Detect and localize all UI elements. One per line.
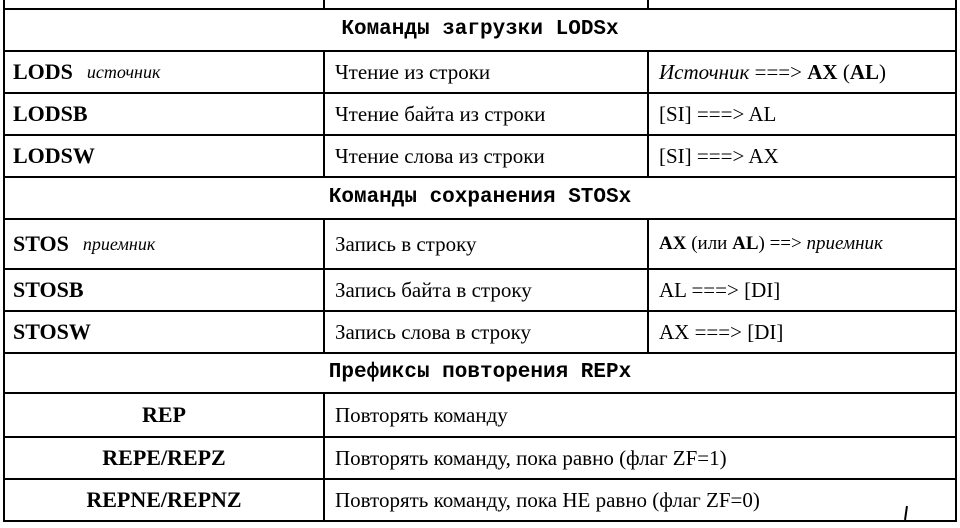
result-cell (649, 136, 955, 176)
description-cell (325, 220, 649, 268)
instruction-name: REPNE/REPNZ (86, 487, 242, 512)
result-cell (649, 270, 955, 310)
column-divider (323, 0, 325, 10)
table-row (5, 94, 955, 136)
result-text: AX ===> [DI] (659, 319, 784, 344)
result-register: AL (849, 59, 880, 84)
description-cell (325, 480, 955, 520)
instruction-cell (5, 394, 325, 436)
description-text: Запись байта в строку (335, 277, 532, 302)
instruction-name: LODSB (13, 101, 88, 126)
instruction-name: LODS (13, 59, 73, 84)
instruction-cell (5, 136, 325, 176)
table-row (5, 438, 955, 480)
section-title: Команды сохранения STOSx (328, 186, 632, 209)
section-header-lods (5, 10, 955, 52)
table-row (5, 52, 955, 94)
operand-name: источник (86, 61, 161, 82)
description-cell (325, 52, 649, 92)
description-text: Чтение из строки (335, 59, 491, 84)
section-header-rep (5, 354, 955, 394)
instruction-table (3, 0, 957, 522)
instruction-name: STOS (13, 231, 69, 256)
column-divider (647, 0, 649, 10)
result-operand: приемник (806, 233, 883, 254)
description-text: Запись слова в строку (335, 319, 532, 344)
description-text: Повторять команду (335, 402, 508, 427)
table-row (5, 220, 955, 270)
table-row (5, 394, 955, 438)
instruction-cell (5, 52, 325, 92)
description-text: Запись в строку (335, 231, 477, 256)
description-cell (325, 312, 649, 352)
result-text: [SI] ===> AX (659, 143, 779, 168)
description-cell (325, 394, 955, 436)
instruction-cell (5, 270, 325, 310)
result-separator: (или (686, 233, 733, 254)
description-text: Повторять команду, пока равно (флаг ZF=1) (335, 445, 727, 470)
description-text: Чтение байта из строки (335, 101, 546, 126)
description-cell (325, 270, 649, 310)
instruction-name: STOSW (13, 319, 91, 344)
section-title: Команды загрузки LODSx (341, 18, 619, 41)
result-arrow: ===> (749, 59, 808, 84)
instruction-cell (5, 480, 325, 520)
description-cell (325, 94, 649, 134)
table-row (5, 312, 955, 354)
result-separator: ) (879, 59, 887, 84)
instruction-name: REP (142, 402, 186, 427)
description-text: Повторять команду, пока НЕ равно (флаг ZF=0) (335, 487, 760, 512)
instruction-cell (5, 220, 325, 268)
result-text (659, 60, 886, 85)
description-cell (325, 438, 955, 478)
result-operand: Источник (659, 59, 750, 84)
table-row (5, 270, 955, 312)
result-arrow: ) ==> (758, 233, 807, 254)
result-cell (649, 220, 955, 268)
result-register: AX (659, 233, 687, 254)
table-row (5, 480, 955, 520)
operand-name: приемник (82, 233, 156, 254)
result-cell (649, 52, 955, 92)
result-register: AL (732, 233, 759, 254)
section-header-stos (5, 178, 955, 220)
description-text: Чтение слова из строки (335, 143, 545, 168)
result-cell (649, 94, 955, 134)
instruction-cell (5, 94, 325, 134)
result-register: AX (807, 59, 838, 84)
result-separator: ( (837, 59, 850, 84)
section-title: Префиксы повторения REPx (328, 361, 632, 384)
result-text: AL ===> [DI] (659, 277, 781, 302)
result-cell (649, 312, 955, 352)
table-row (5, 136, 955, 178)
result-text (659, 233, 883, 255)
instruction-name: LODSW (13, 143, 95, 168)
result-text: [SI] ===> AL (659, 101, 777, 126)
instruction-cell (5, 312, 325, 352)
instruction-cell (5, 438, 325, 478)
description-cell (325, 136, 649, 176)
instruction-name: STOSB (13, 277, 84, 302)
instruction-name: REPE/REPZ (102, 445, 226, 470)
previous-row-fragment (5, 0, 955, 10)
